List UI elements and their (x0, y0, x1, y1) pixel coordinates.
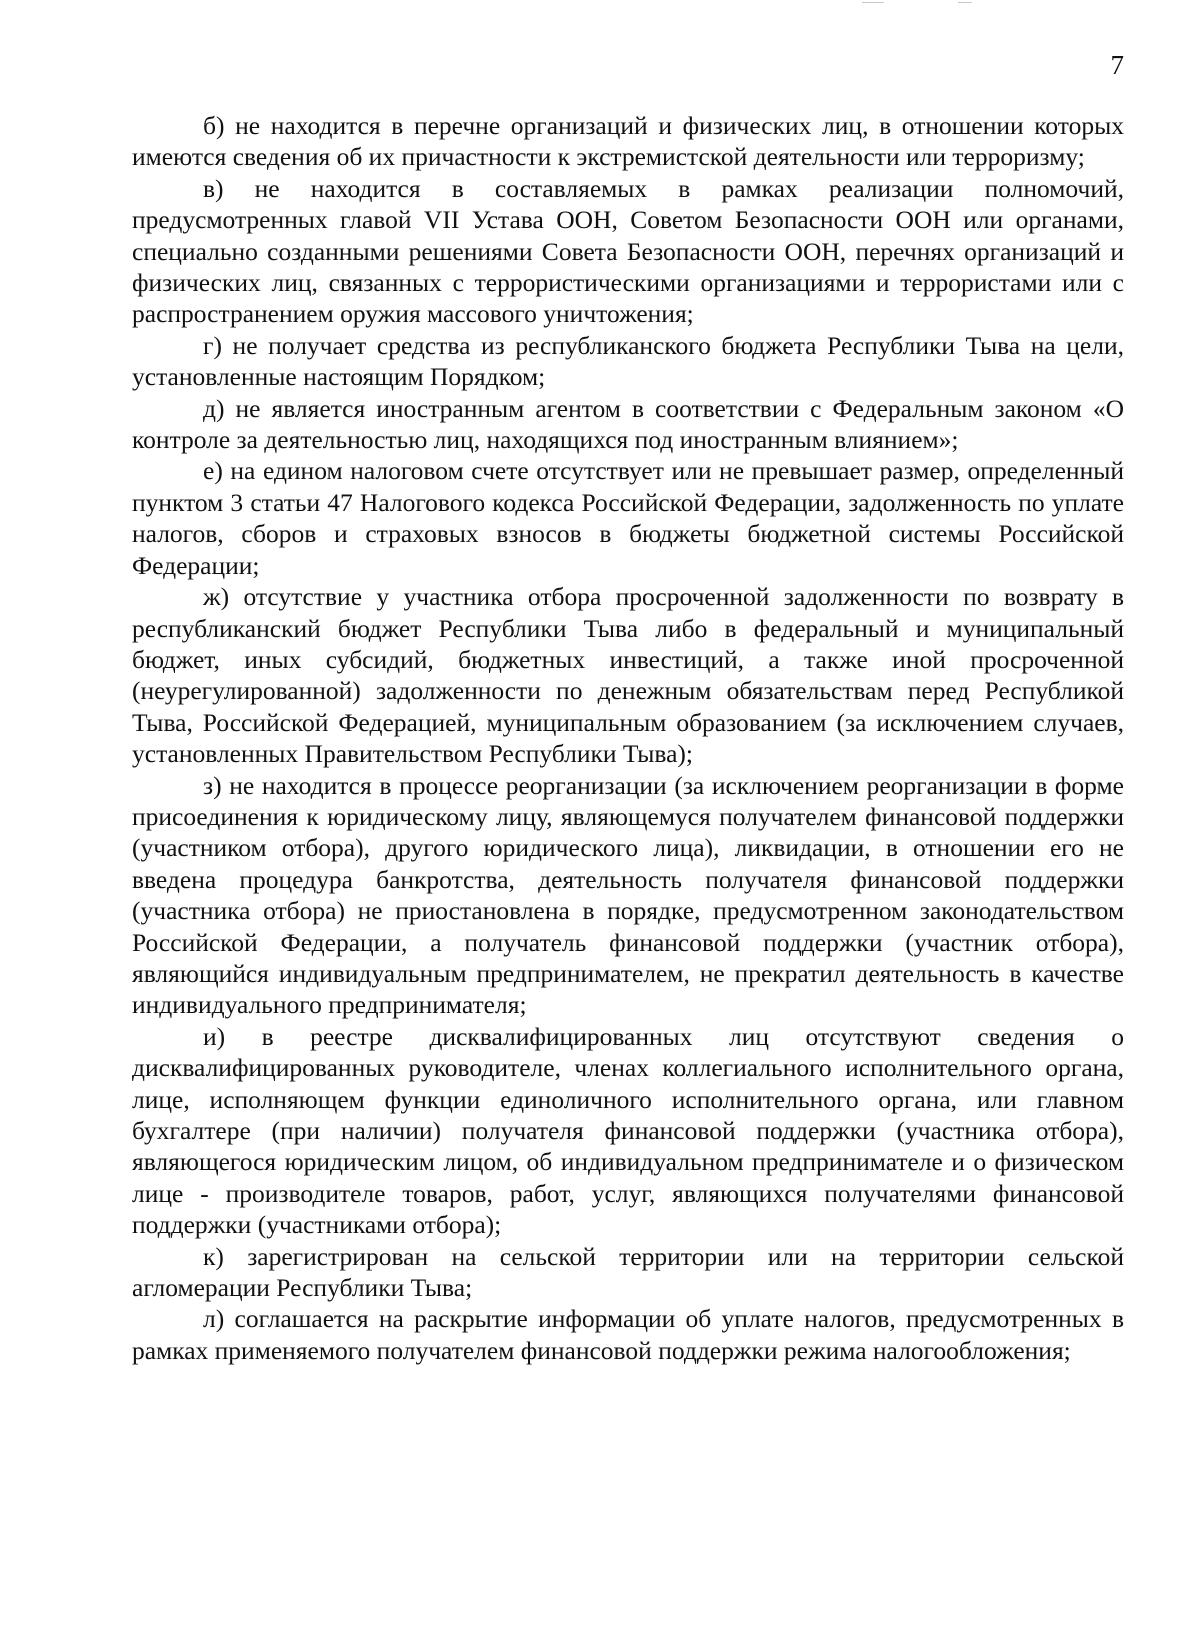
list-item-g: г) не получает средства из республиканского бюджета Республики Тыва на цели, установленные настоящим Порядком; (132, 330, 1124, 392)
list-item-l: л) соглашается на раскрытие информации об уплате налогов, предусмотренных в рамках применяемого получателем финансовой поддержки режима налогообложения; (132, 1304, 1124, 1365)
list-item-i: и) в реестре дисквалифицированных лиц отсутствуют сведения о дисквалифицированных руководителе, членах коллегиального исполнительного органа, лице, исполняющем функции единоличного исполнительного органа, или главном бухгалтере (при наличии) получателя финансовой поддержки (участника отбора), являющегося юридическим лицом, об индивидуальном предпринимателе и о физическом лице - производителе товаров, работ, услуг, являющихся получателями финансовой поддержки (участниками отбора); (132, 1021, 1124, 1240)
list-item-d: д) не является иностранным агентом в соответствии с Федеральным законом «О контроле за деятельностью лиц, находящихся под иностранным влиянием»; (132, 393, 1124, 455)
list-item-k: к) зарегистрирован на сельской территории или на территории сельской агломерации Республики Тыва; (132, 1241, 1124, 1303)
list-item-z: з) не находится в процессе реорганизации (за исключением реорганизации в форме присоединения к юридическому лицу, являющемуся получателем финансовой поддержки (участником отбора), другого юридического лица), ликвидации, в отношении его не введена процедура банкротства, деятельность получателя финансовой поддержки (участника отбора) не приостановлена в порядке, предусмотренном законодательством Российской Федерации, а получатель финансовой поддержки (участник отбора), являющийся индивидуальным предпринимателем, не прекратил деятельность в качестве индивидуального предпринимателя; (132, 770, 1124, 1020)
list-item-v: в) не находится в составляемых в рамках реализации полномочий, предусмотренных главой VII Устава ООН, Советом Безопасности ООН или органами, специально созданными решениями Совета Безопасности ООН, перечнях организаций и физических лиц, связанных с террористическими организациями и террористами или с распространением оружия массового уничтожения; (132, 173, 1124, 329)
list-item-e: е) на едином налоговом счете отсутствует или не превышает размер, определенный пунктом 3 статьи 47 Налогового кодекса Российской Федерации, задолженность по уплате налогов, сборов и страховых взносов в бюджеты бюджетной системы Российской Федерации; (132, 456, 1124, 580)
list-item-zh: ж) отсутствие у участника отбора просроченной задолженности по возврату в республиканский бюджет Республики Тыва либо в федеральный и муниципальный бюджет, иных субсидий, бюджетных инвестиций, а также иной просроченной (неурегулированной) задолженности по денежным обязательствам перед Республикой Тыва, Российской Федерацией, муниципальным образованием (за исключением случаев, установленных Правительством Республики Тыва); (132, 582, 1124, 769)
page-number: 7 (1110, 50, 1124, 80)
scan-artifact (958, 2, 972, 3)
scan-artifact (862, 2, 884, 3)
document-body (132, 110, 1124, 1366)
list-item-b: б) не находится в перечне организаций и физических лиц, в отношении которых имеются сведения об их причастности к экстремистской деятельности или терроризму; (132, 111, 1124, 172)
